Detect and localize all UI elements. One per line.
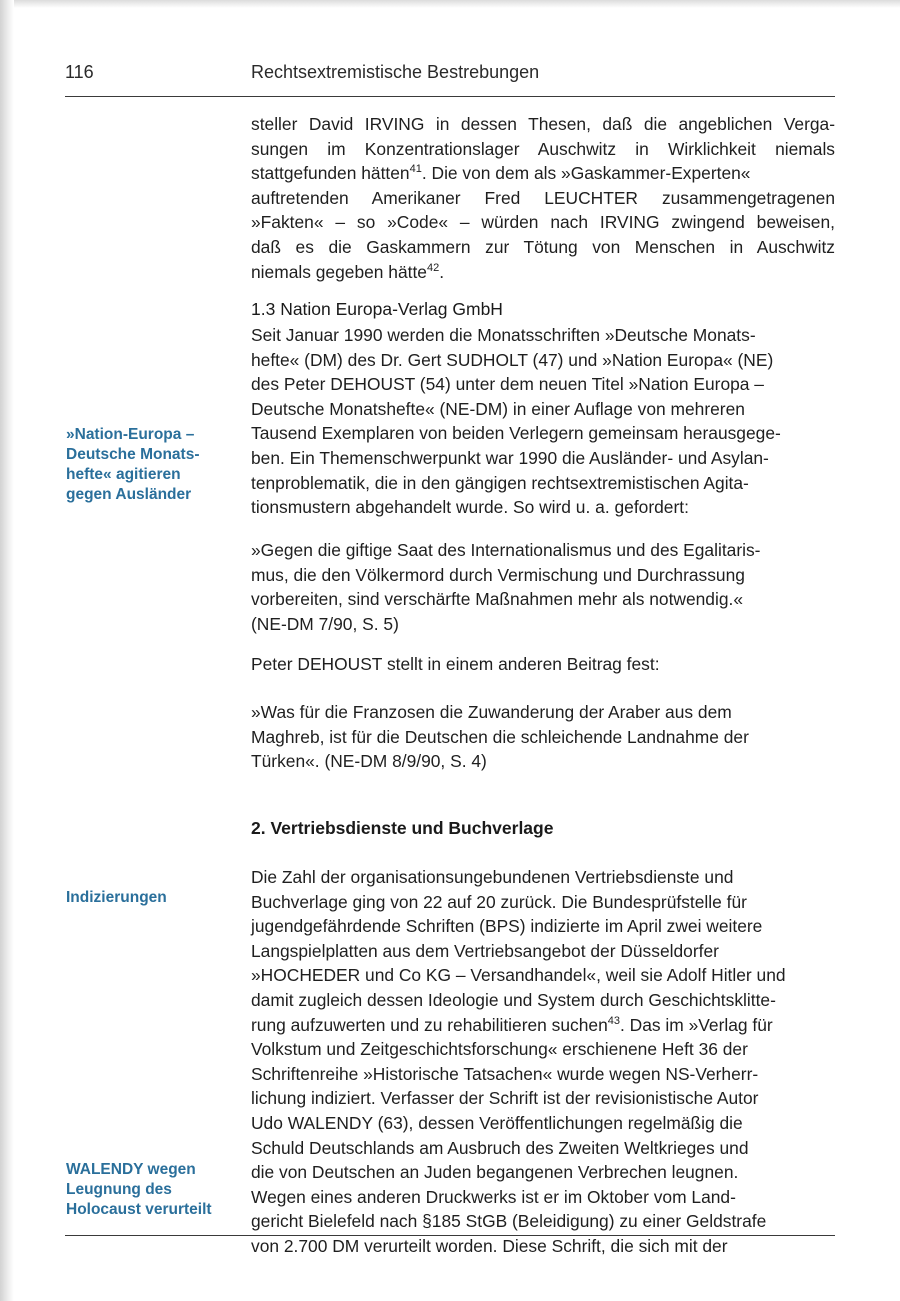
margin-note-line: hefte« agitieren (66, 466, 181, 483)
page-top-shadow (0, 0, 900, 8)
text-line: steller David IRVING in dessen Thesen, daß die angeblichen Verga- (251, 114, 835, 134)
page-header (65, 62, 835, 92)
margin-note-line: »Nation-Europa – (66, 426, 195, 443)
text-line: tenproblematik, die in den gängigen rechtsextremistischen Agita- (251, 472, 749, 493)
quote-2 (251, 700, 835, 774)
margin-note-indizierungen (66, 888, 241, 908)
text-line: »HOCHEDER und Co KG – Versandhandel«, weil sie Adolf Hitler und (251, 965, 786, 986)
section-heading-1-3: 1.3 Nation Europa-Verlag GmbH (251, 299, 503, 319)
dehoust-statement (251, 652, 835, 677)
quote-line: »Gegen die giftige Saat des Internationalismus und des Egalitaris- (251, 540, 761, 560)
quote-line: Türken«. (NE-DM 8/9/90, S. 4) (251, 751, 487, 772)
text-line: jugendgefährdende Schriften (BPS) indizierte im April zwei weitere (251, 916, 763, 937)
text-line (251, 260, 835, 285)
page-edge-shadow (0, 0, 14, 1301)
text-fragment: rung aufzuwerten und zu rehabilitieren suchen (251, 1014, 608, 1035)
section-2-paragraph (251, 865, 835, 1259)
text-line: Schuld Deutschlands am Ausbruch des Zweiten Weltkrieges und (251, 1137, 749, 1158)
text-line: daß es die Gaskammern zur Tötung von Menschen in Auschwitz (251, 236, 835, 257)
header-rule (65, 96, 835, 97)
running-title: Rechtsextremistische Bestrebungen (251, 62, 540, 82)
text-line: von 2.700 DM verurteilt worden. Diese Schrift, die sich mit der (251, 1235, 728, 1256)
text-line: lichung indiziert. Verfasser der Schrift ist der revisionistische Autor (251, 1088, 759, 1109)
text-line: Langspielplatten aus dem Vertriebsangebot der Düsseldorfer (251, 940, 719, 961)
margin-note-line: gegen Ausländer (66, 486, 192, 503)
text-fragment: niemals gegeben hätte (251, 261, 427, 282)
text-fragment: . Die von dem als »Gaskammer-Experten« (421, 163, 751, 184)
text-fragment: . (439, 261, 445, 282)
text-line: Volkstum und Zeitgeschichtsforschung« erschienene Heft 36 der (251, 1039, 748, 1060)
quote-line: Maghreb, ist für die Deutschen die schleichende Landnahme der (251, 726, 749, 747)
margin-note-line: Deutsche Monats- (66, 446, 200, 463)
text-line: tionsmustern abgehandelt wurde. So wird u. a. gefordert: (251, 497, 689, 518)
text-line: auftretenden Amerikaner Fred LEUCHTER zusammengetragenen (251, 187, 835, 208)
text-line: Die Zahl der organisationsungebundenen Vertriebsdienste und (251, 867, 734, 887)
text-line: Udo WALENDY (63), dessen Veröffentlichungen regelmäßig die (251, 1112, 743, 1133)
quote-line: (NE-DM 7/90, S. 5) (251, 613, 399, 634)
text-line: Wegen eines anderen Druckwerks ist er im Oktober vom Land- (251, 1186, 736, 1207)
margin-note-line: Indizierungen (66, 889, 167, 906)
page-number: 116 (65, 62, 94, 82)
quote-1 (251, 538, 835, 636)
section-heading-2: 2. Vertriebsdienste und Buchverlage (251, 818, 554, 838)
text-fragment: . Das im »Verlag für (620, 1014, 773, 1035)
text-line (251, 1013, 835, 1038)
footnote-ref: 42 (426, 261, 440, 274)
text-line: Buchverlage ging von 22 auf 20 zurück. Die Bundesprüfstelle für (251, 891, 747, 912)
text-line: Seit Januar 1990 werden die Monatsschriften »Deutsche Monats- (251, 325, 756, 345)
margin-note-line: Leugnung des (66, 1181, 172, 1198)
section-1-3-paragraph (251, 323, 835, 520)
text-line: des Peter DEHOUST (54) unter dem neuen Titel »Nation Europa – (251, 374, 764, 395)
footer-rule (65, 1235, 835, 1236)
text-line: sungen im Konzentrationslager Auschwitz in Wirklichkeit niemals (251, 138, 835, 159)
text-line: hefte« (DM) des Dr. Gert SUDHOLT (47) und »Nation Europa« (NE) (251, 349, 774, 370)
footnote-ref: 41 (409, 163, 422, 176)
text-line: damit zugleich dessen Ideologie und System durch Geschichtsklitte- (251, 989, 776, 1010)
margin-note-walendy (66, 1160, 241, 1220)
text-line: »Fakten« – so »Code« – würden nach IRVING zwingend beweisen, (251, 212, 835, 233)
quote-line: mus, die den Völkermord durch Vermischung und Durchrassung (251, 564, 745, 585)
footnote-ref: 43 (607, 1014, 620, 1027)
quote-line: »Was für die Franzosen die Zuwanderung der Araber aus dem (251, 702, 732, 722)
text-line: gericht Bielefeld nach §185 StGB (Beleidigung) zu einer Geldstrafe (251, 1211, 767, 1232)
text-fragment: stattgefunden hätten (251, 163, 410, 184)
text-line (251, 161, 835, 186)
text-line: Tausend Exemplaren von beiden Verlegern gemeinsam herausgege- (251, 423, 781, 444)
text-line: die von Deutschen an Juden begangenen Verbrechen leugnen. (251, 1162, 739, 1183)
intro-paragraph (251, 112, 835, 284)
text-line: ben. Ein Themenschwerpunkt war 1990 die Ausländer- und Asylan- (251, 447, 769, 468)
margin-note-line: Holocaust verurteilt (66, 1201, 212, 1218)
text-line: Deutsche Monatshefte« (NE-DM) in einer Auflage von mehreren (251, 398, 745, 419)
text-line: Peter DEHOUST stellt in einem anderen Beitrag fest: (251, 654, 660, 674)
text-line: Schriftenreihe »Historische Tatsachen« wurde wegen NS-Verherr- (251, 1063, 759, 1084)
margin-note-line: WALENDY wegen (66, 1161, 196, 1178)
margin-note-nation-europa (66, 425, 241, 505)
quote-line: vorbereiten, sind verschärfte Maßnahmen mehr als notwendig.« (251, 589, 744, 610)
